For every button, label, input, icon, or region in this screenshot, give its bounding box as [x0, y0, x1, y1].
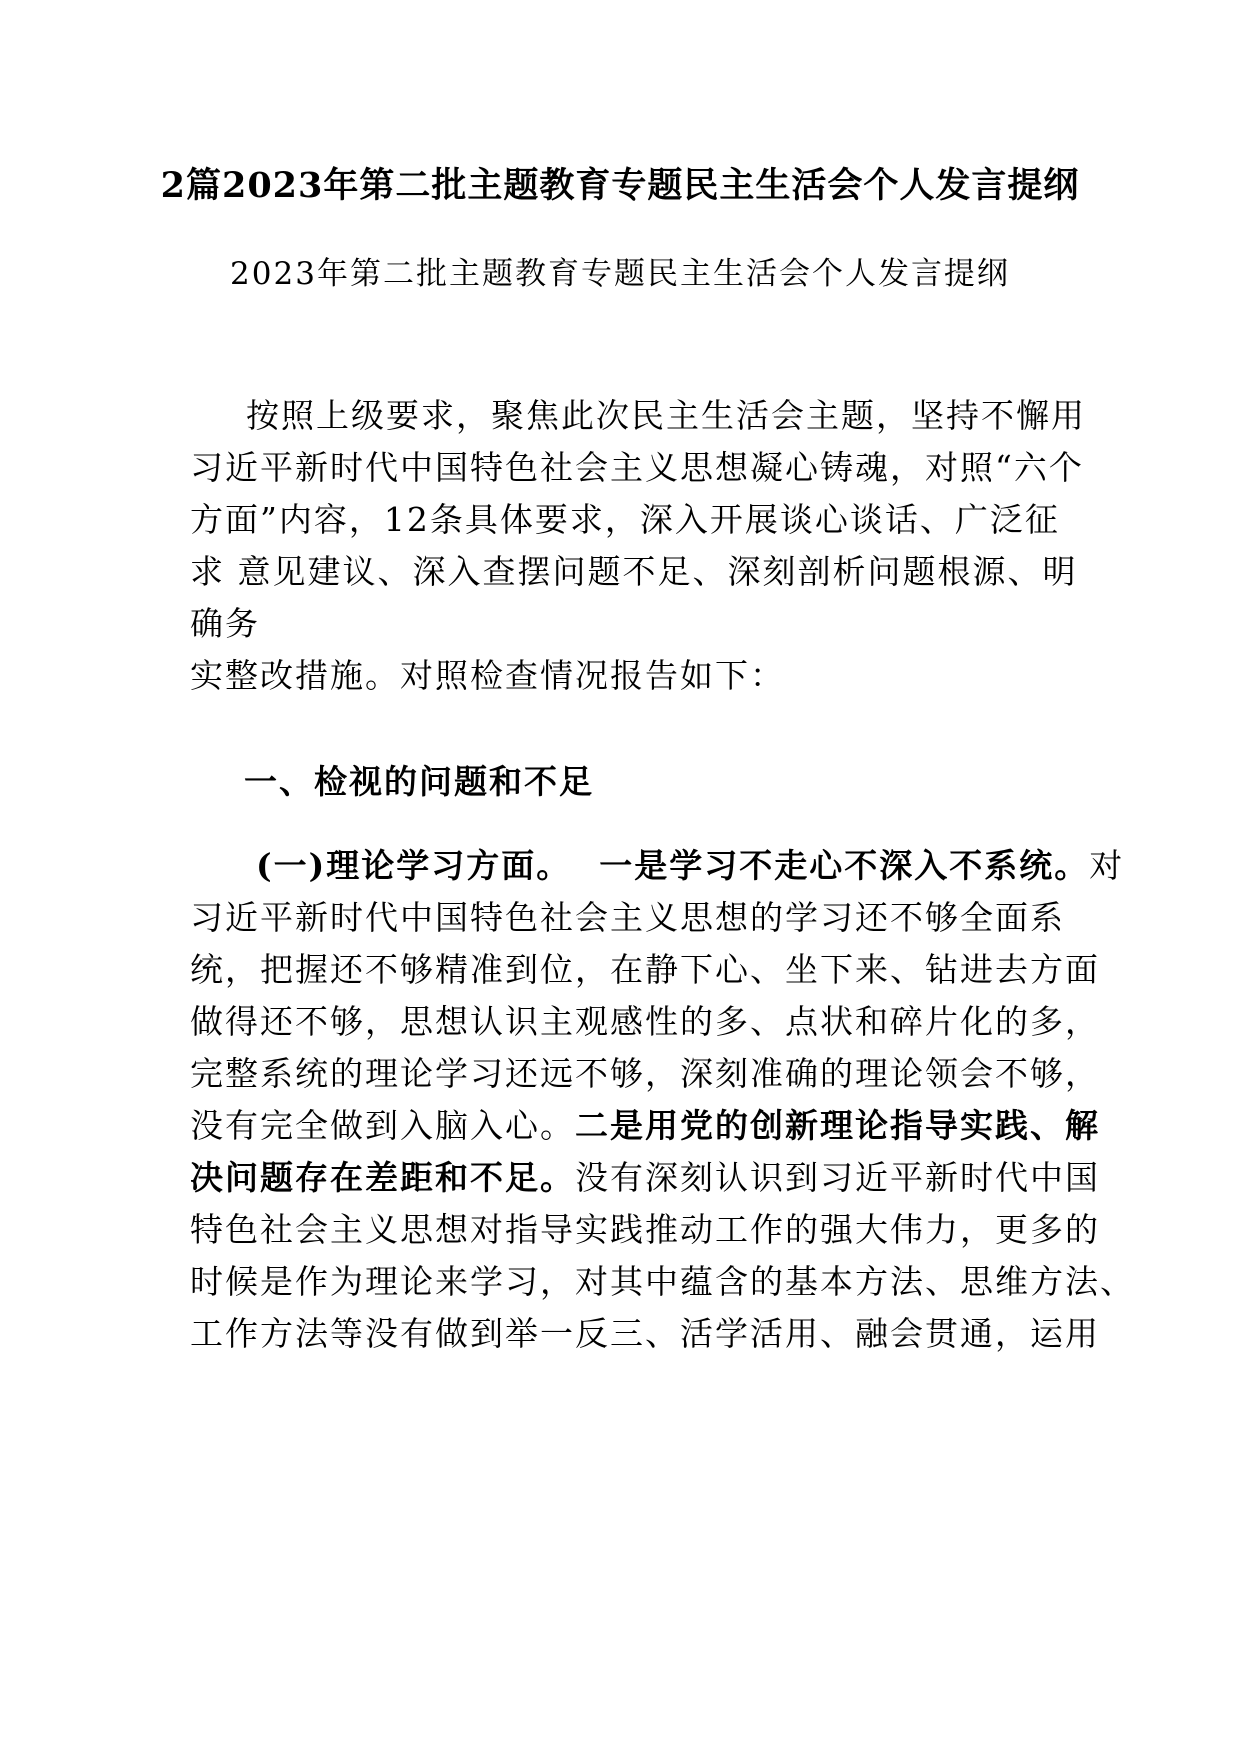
intro-line: 按照上级要求，聚焦此次民主生活会主题，坚持不懈用	[246, 396, 1086, 435]
intro-line: 确务	[190, 604, 260, 643]
intro-line: 求 意见建议、深入查摆问题不足、深刻剖析问题根源、明	[190, 552, 1078, 591]
body-line-mixed	[190, 1158, 1100, 1198]
body-line: 统，把握还不够精准到位，在静下心、坐下来、钻进去方面	[190, 950, 1100, 989]
subsection-heading: (一)理论学习方面。	[256, 846, 572, 885]
body-line: 做得还不够，思想认识主观感性的多、点状和碎片化的多，	[190, 1002, 1100, 1041]
point-one-start: 对	[1089, 846, 1125, 885]
intro-line: 方面”内容，12条具体要求，深入开展谈心谈话、广泛征	[190, 500, 1060, 539]
body-line: 习近平新时代中国特色社会主义思想的学习还不够全面系	[190, 898, 1065, 937]
body-line: 时候是作为理论来学习，对其中蕴含的基本方法、思维方法、	[190, 1262, 1135, 1301]
body-line: 特色社会主义思想对指导实践推动工作的强大伟力，更多的	[190, 1210, 1100, 1249]
section-heading: 一、检视的问题和不足	[244, 762, 594, 801]
document-title: 2篇2023年第二批主题教育专题民主生活会个人发言提纲	[160, 165, 1080, 206]
body-text: 没有完全做到入脑入心。	[190, 1106, 575, 1145]
body-line-mixed	[190, 1106, 1100, 1146]
intro-line: 习近平新时代中国特色社会主义思想凝心铸魂，对照“六个	[190, 448, 1084, 487]
point-two-title-cont: 决问题存在差距和不足。	[190, 1158, 575, 1197]
point-two-title: 二是用党的创新理论指导实践、解	[575, 1106, 1100, 1145]
point-one-title: 一是学习不走心不深入不系统。	[599, 846, 1090, 885]
intro-line: 实整改措施。对照检查情况报告如下：	[190, 656, 785, 695]
body-line: 工作方法等没有做到举一反三、活学活用、融会贯通，运用	[190, 1314, 1100, 1353]
document-subtitle: 2023年第二批主题教育专题民主生活会个人发言提纲	[230, 256, 1010, 292]
body-text: 没有深刻认识到习近平新时代中国	[575, 1158, 1100, 1197]
subsection-first-line	[256, 846, 1124, 886]
body-line: 完整系统的理论学习还远不够，深刻准确的理论领会不够，	[190, 1054, 1100, 1093]
